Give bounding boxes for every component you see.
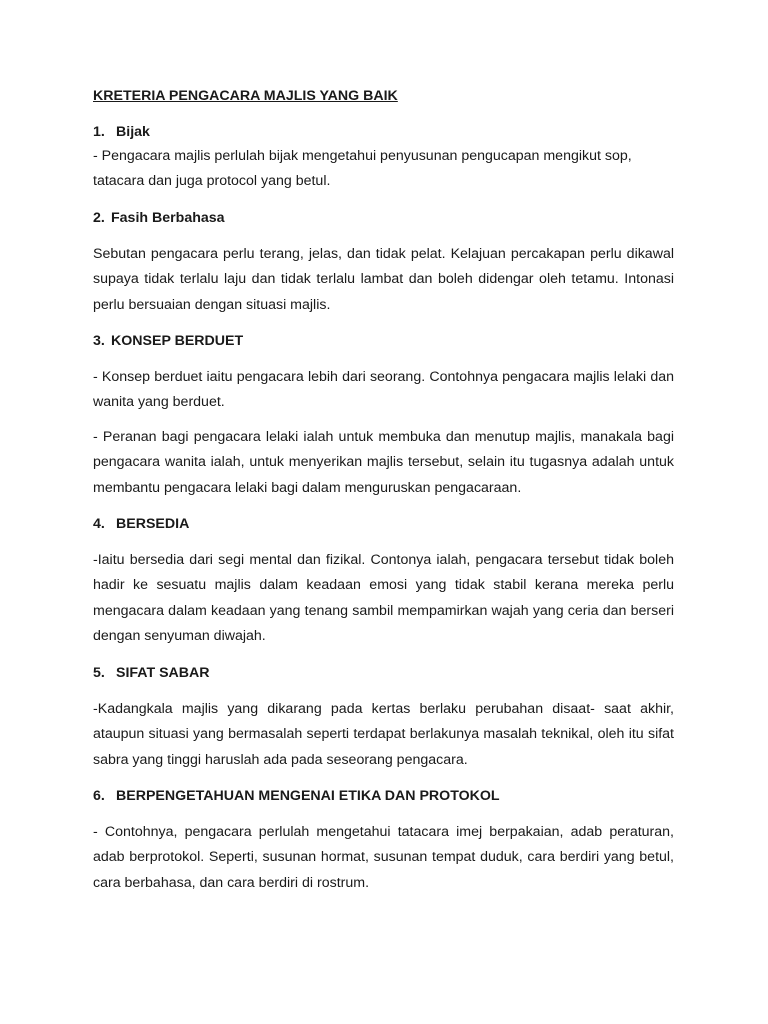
section-heading-5 (93, 663, 674, 683)
section-paragraph: - Pengacara majlis perlulah bijak mengetahui penyusunan pengucapan mengikut sop, tatacara dan juga protocol yang betul. (93, 148, 632, 190)
section-paragraph: - Contohnya, pengacara perlulah mengetahui tatacara imej berpakaian, adab peraturan, adab berprotokol. Seperti, susunan hormat, susunan tempat duduk, cara berdiri yang betul, cara berbahasa, dan cara berdiri di rostrum. (93, 823, 674, 891)
section-paragraph: -Kadangkala majlis yang dikarang pada kertas berlaku perubahan disaat- saat akhir, ataupun situasi yang bermasalah seperti terdapat berlakunya masalah teknikal, oleh itu sifat sabra yang tinggi haruslah ada pada seseorang pengacara. (93, 700, 674, 768)
section-heading-text: BERPENGETAHUAN MENGENAI ETIKA DAN PROTOKOL (116, 787, 500, 804)
section-heading-1 (93, 122, 674, 142)
section-paragraph: -Iaitu bersedia dari segi mental dan fizikal. Contonya ialah, pengacara tersebut tidak boleh hadir ke sesuatu majlis dalam keadaan emosi yang tidak stabil kerana mereka perlu mengacara dalam keadaan yang tenang sambil mempamirkan wajah yang ceria dan berseri dengan senyuman diwajah. (93, 552, 674, 645)
section-heading-text: SIFAT SABAR (116, 664, 210, 681)
section-paragraph: - Peranan bagi pengacara lelaki ialah untuk membuka dan menutup majlis, manakala bagi pengacara wanita ialah, untuk menyerikan majlis tersebut, selain itu tugasnya adalah untuk membantu pengacara lelaki bagi dalam menguruskan pengacaraan. (93, 428, 674, 496)
section-heading-2 (93, 208, 674, 228)
section-heading-6 (93, 786, 674, 806)
section-number: 5. (93, 664, 105, 681)
section-number: 1. (93, 124, 105, 140)
document-body (93, 86, 674, 896)
section-heading-text: KONSEP BERDUET (111, 333, 244, 350)
section-heading-text: BERSEDIA (116, 516, 190, 533)
document-title: KRETERIA PENGACARA MAJLIS YANG BAIK (93, 88, 398, 104)
section-paragraph: Sebutan pengacara perlu terang, jelas, dan tidak pelat. Kelajuan percakapan perlu dikawal supaya tidak terlalu laju dan tidak terlalu lambat dan boleh didengar oleh tetamu. Intonasi perlu bersuaian dengan situasi majlis. (93, 245, 674, 313)
section-paragraph: - Konsep berduet iaitu pengacara lebih dari seorang. Contohnya pengacara majlis lelaki dan wanita yang berduet. (93, 369, 674, 411)
section-heading-4 (93, 514, 674, 534)
section-number: 6. (93, 787, 105, 804)
section-heading-text: Bijak (116, 124, 150, 140)
section-heading-3 (93, 331, 674, 351)
section-heading-text: Fasih Berbahasa (111, 209, 225, 226)
section-number: 2. (93, 209, 105, 226)
section-number: 3. (93, 333, 105, 350)
section-number: 4. (93, 516, 105, 533)
